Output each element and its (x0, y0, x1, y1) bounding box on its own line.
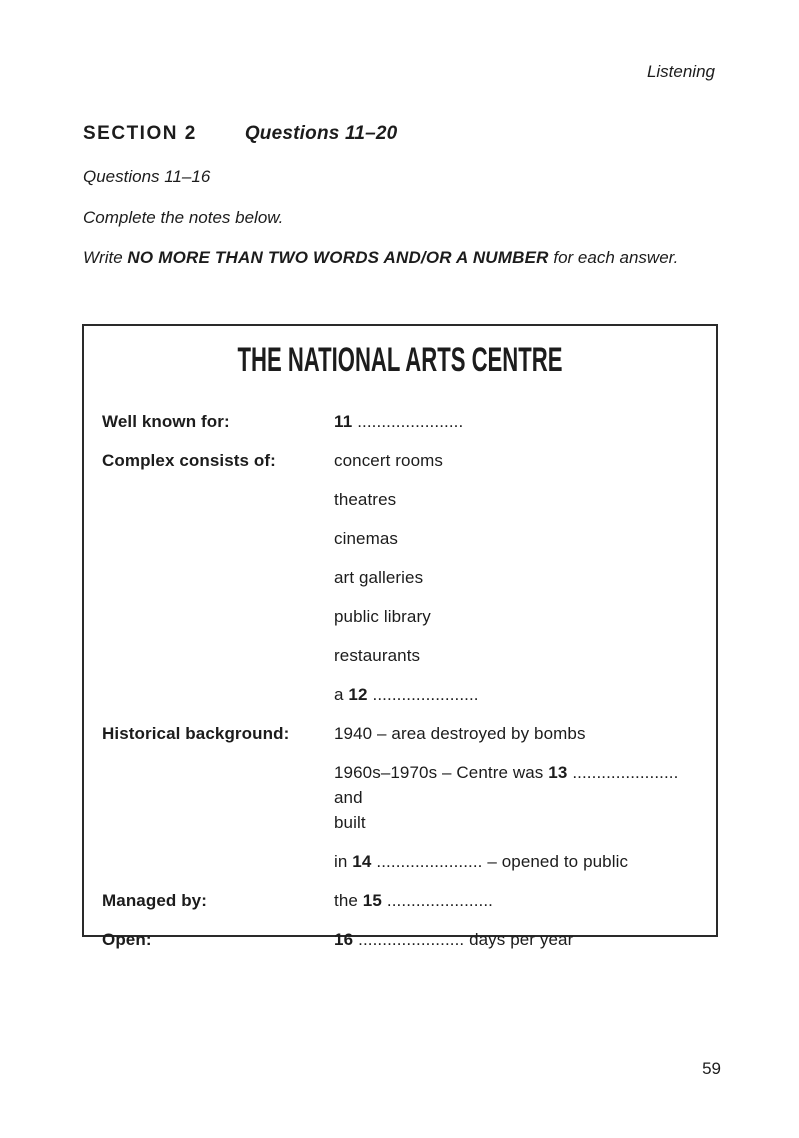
notes-row (102, 888, 698, 913)
running-header: Listening (646, 62, 715, 81)
notes-row-line (334, 810, 698, 835)
word-limit-prefix: Write (83, 248, 128, 267)
notes-row (102, 849, 698, 874)
notes-row-line (334, 565, 698, 590)
notes-row-label: Open: (102, 930, 152, 949)
notes-text: 1960s–1970s – Centre was (334, 763, 549, 782)
notes-row-value (334, 927, 698, 952)
page-number: 59 (702, 1059, 721, 1078)
notes-row-label (102, 487, 334, 512)
notes-text: cinemas (334, 529, 399, 548)
task-instruction: Complete the notes below. (83, 208, 284, 227)
notes-row-line (334, 682, 698, 707)
notes-row-line (334, 849, 698, 874)
notes-text: restaurants (334, 646, 421, 665)
notes-text: concert rooms (334, 451, 444, 470)
notes-row-line (334, 721, 698, 746)
notes-row (102, 682, 698, 707)
notes-row-value (334, 604, 698, 629)
section-heading (83, 123, 397, 145)
notes-text: theatres (334, 490, 397, 509)
notes-row-label: Managed by: (102, 891, 208, 910)
notes-row (102, 409, 698, 434)
notes-row-value (334, 409, 698, 434)
notes-row-value (334, 849, 698, 874)
notes-row (102, 760, 698, 835)
notes-row (102, 643, 698, 668)
notes-row-value (334, 448, 698, 473)
notes-row-value (334, 888, 698, 913)
notes-row-line (334, 526, 698, 551)
notes-row-label (102, 682, 334, 707)
notes-row (102, 487, 698, 512)
notes-row (102, 604, 698, 629)
notes-row-line (334, 604, 698, 629)
notes-row-label (102, 643, 334, 668)
notes-row-line (334, 409, 698, 434)
notes-row-label: Well known for: (102, 412, 230, 431)
notes-row-line (334, 927, 698, 952)
notes-text: ...................... (382, 891, 494, 910)
question-number: 11 (334, 412, 353, 431)
notes-row-label: Complex consists of: (102, 451, 276, 470)
notes-text: in (334, 852, 353, 871)
notes-row (102, 448, 698, 473)
question-number: 16 (334, 930, 354, 949)
section-question-range: Questions 11–20 (244, 123, 398, 144)
notes-text: ...................... – opened to public (371, 852, 629, 871)
word-limit-emphasis: NO MORE THAN TWO WORDS AND/OR A NUMBER (127, 248, 549, 267)
notes-row-line (334, 760, 698, 810)
section-title: SECTION 2 (83, 123, 197, 144)
notes-row-value (334, 526, 698, 551)
notes-row-label (102, 604, 334, 629)
notes-text: art galleries (334, 568, 424, 587)
notes-title-text: THE NATIONAL ARTS CENTRE (237, 341, 563, 379)
notes-row-value (334, 487, 698, 512)
question-number: 13 (548, 763, 568, 782)
notes-row-line (334, 448, 698, 473)
notes-row (102, 565, 698, 590)
notes-row-label (102, 526, 334, 551)
notes-text: public library (334, 607, 431, 626)
notes-title (102, 340, 698, 380)
notes-row-line (334, 487, 698, 512)
notes-row-value (334, 760, 698, 835)
notes-row-value (334, 565, 698, 590)
question-number: 15 (362, 891, 383, 910)
notes-text: a (334, 685, 349, 704)
notes-row-label (102, 849, 334, 874)
notes-row-value (334, 682, 698, 707)
notes-row-line (334, 643, 698, 668)
question-number: 14 (352, 852, 372, 871)
notes-row-value (334, 721, 698, 746)
notes-row (102, 526, 698, 551)
notes-box (82, 324, 718, 949)
notes-text: ...................... (352, 412, 464, 431)
notes-row-label: Historical background: (102, 724, 290, 743)
notes-row (102, 721, 698, 746)
notes-text: 1940 – area destroyed by bombs (334, 724, 586, 743)
questions-subrange: Questions 11–16 (83, 167, 211, 186)
notes-text: ...................... days per year (353, 930, 574, 949)
word-limit-suffix: for each answer. (548, 248, 679, 267)
notes-row-value (334, 643, 698, 668)
notes-text: ...................... (367, 685, 479, 704)
notes-text: ...................... and (334, 763, 679, 807)
notes-row-label (102, 760, 334, 835)
notes-text: the (334, 891, 363, 910)
word-limit-instruction (83, 248, 678, 268)
notes-row-label (102, 565, 334, 590)
notes-row-line (334, 888, 698, 913)
notes-row (102, 927, 698, 952)
question-number: 12 (348, 685, 368, 704)
notes-text: built (334, 813, 366, 832)
notes-rows (102, 409, 698, 952)
